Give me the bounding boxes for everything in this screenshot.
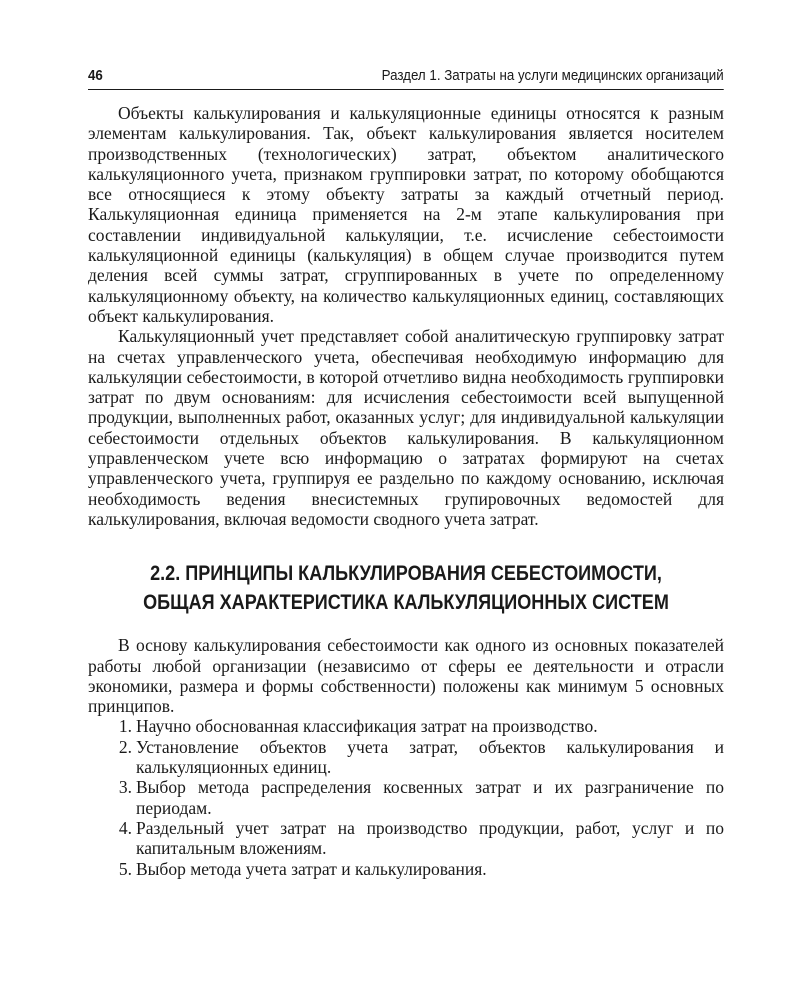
list-item [88,716,724,736]
paragraph-principles-intro: В основу калькулирования себестоимости как одного из основных показателей работы любой организации (независимо от сферы ее деятельности и отрасли экономики, размера и формы собственности) положены как минимум 5 основных принципов. [88,635,724,717]
section-heading-line-2: ОБЩАЯ ХАРАКТЕРИСТИКА КАЛЬКУЛЯЦИОННЫХ СИСТЕМ [143,591,669,615]
paragraph-calculation-objects: Объекты калькулирования и калькуляционные единицы относятся к разным элементам калькулирования. Так, объект калькулирования является носителем производственных (технологических) затрат, объектом аналитического калькуляционного учета, признаком группировки затрат, по которому обобщаются все относящиеся к этому объекту затраты за каждый отчетный период. Калькуляционная единица применяется на 2-м этапе калькулирования при составлении индивидуальной калькуляции, т.е. исчисление себестоимости калькуляционной единицы (калькуляция) в общем случае производится путем деления всей суммы затрат, сгруппированных в учете по определенному калькуляционному объекту, на количество калькуляционных единиц, составляющих объект калькулирования. [88,103,724,326]
list-item [88,737,724,778]
list-item-number: 4. [118,817,132,838]
paragraph-calculation-accounting: Калькуляционный учет представляет собой аналитическую группировку затрат на счетах управленческого учета, обеспечивая необходимую информацию для калькуляции себестоимости, в которой отчетливо видна необходимость группировки затрат по двум основаниям: для исчисления себестоимости всей выпущенной продукции, выполненных работ, оказанных услуг; для индивидуальной калькуляции себестоимости отдельных объектов калькулирования. В калькуляционном управленческом учете всю информацию о затратах формируют на счетах управленческого учета, группируя ее раздельно по каждому основанию, исключая необходимость ведения внесистемных групировочных ведомостей для калькулирования, включая ведомости сводного учета затрат. [88,326,724,529]
section-heading-line-1: 2.2. ПРИНЦИПЫ КАЛЬКУЛИРОВАНИЯ СЕБЕСТОИМОСТИ, [150,562,662,586]
list-item [88,818,724,859]
body-text-section [88,635,724,716]
section-heading [133,559,680,617]
list-item [88,777,724,818]
running-header [88,66,724,90]
running-title: Раздел 1. Затраты на услуги медицинских организаций [381,68,724,84]
list-item-number: 3. [118,777,132,798]
list-item-number: 2. [118,736,132,757]
body-text-top [88,103,724,529]
list-item [88,859,724,879]
list-item-text: Раздельный учет затрат на производство продукции, работ, услуг и по капитальным вложениям. [136,817,724,859]
book-page [88,66,724,879]
list-item-text: Научно обоснованная классификация затрат на производство. [136,716,598,737]
page-number: 46 [88,68,103,84]
list-item-number: 5. [118,858,132,879]
list-item-text: Выбор метода учета затрат и калькулирования. [136,858,487,879]
list-item-text: Выбор метода распределения косвенных затрат и их разграничение по периодам. [136,777,724,818]
list-item-number: 1. [118,716,132,737]
principles-list [88,716,724,878]
list-item-text: Установление объектов учета затрат, объектов калькулирования и калькуляционных единиц. [136,736,724,778]
